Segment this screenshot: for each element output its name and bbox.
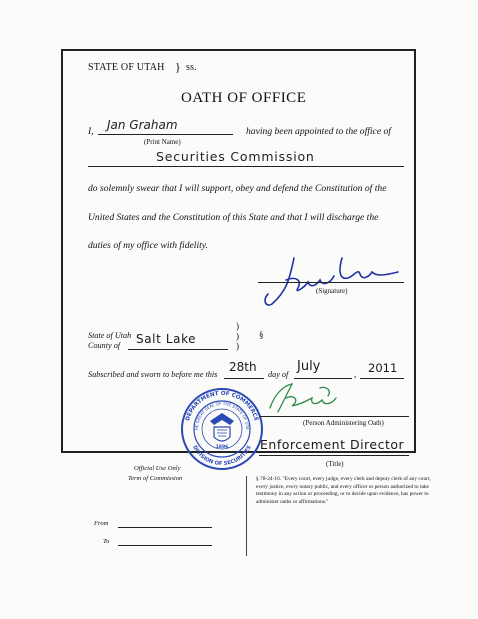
handwritten-county: Salt Lake	[136, 332, 197, 346]
venue-brace-2: )	[236, 331, 239, 341]
year-line	[360, 378, 404, 379]
handwritten-year: 2011	[368, 361, 398, 375]
i-prefix: I,	[88, 126, 94, 137]
from-line	[118, 527, 212, 528]
seal-ring-text: HE GREAT SEAL OF THE STATE OF UTA	[193, 400, 251, 431]
county-label: County of	[88, 341, 121, 350]
page-title: OATH OF OFFICE	[181, 90, 307, 106]
venue-brace-3: )	[236, 341, 239, 351]
state-seal	[180, 387, 264, 471]
to-line	[118, 545, 212, 546]
official-use-label: Official Use Only	[134, 465, 181, 472]
day-of-text: day of	[268, 370, 289, 379]
section-symbol: §	[259, 330, 264, 340]
appointed-text: having been appointed to the office of	[246, 126, 391, 137]
header-brace: }	[175, 60, 181, 74]
handwritten-day: 28th	[229, 360, 257, 374]
oath-line-3: duties of my office with fidelity.	[88, 240, 208, 251]
office-line	[88, 166, 404, 167]
title-line	[259, 455, 409, 456]
seal-year: 1896	[215, 445, 229, 450]
day-line	[224, 378, 264, 379]
seal-top-text: DEPARTMENT OF COMMERCE	[185, 390, 259, 422]
oath-line-1: do solemnly swear that I will support, obey and defend the Constitution of the	[88, 183, 387, 194]
print-name-label: (Print Name)	[144, 138, 181, 146]
handwritten-name: Jan Graham	[107, 118, 178, 132]
administrator-label: (Person Administering Oath)	[303, 419, 384, 427]
footer-divider	[246, 476, 247, 556]
county-line	[128, 349, 228, 350]
title-label: (Title)	[326, 460, 344, 468]
signature-label: (Signature)	[316, 287, 348, 295]
subscribed-text: Subscribed and sworn to before me this	[88, 370, 218, 379]
seal-bottom-text: DIVISION OF SECURITIES	[191, 444, 253, 468]
name-line	[98, 134, 233, 135]
term-label: Term of Commission	[128, 475, 183, 482]
date-comma: ,	[354, 369, 357, 379]
to-label: To	[103, 538, 110, 545]
state-header: STATE OF UTAH	[88, 62, 165, 73]
oath-line-2: United States and the Constitution of this State and that I will discharge the	[88, 212, 379, 223]
handwritten-office: Securities Commission	[156, 149, 315, 164]
administrator-line	[259, 416, 409, 417]
from-label: From	[94, 520, 109, 527]
handwritten-title: Enforcement Director	[260, 437, 405, 452]
state-of-utah-label: State of Utah	[88, 331, 132, 340]
ss-label: ss.	[186, 62, 197, 73]
statute-text: § 78-24-16. "Every court, every judge, every clerk and deputy clerk of any court, every justice, every notary public, and every officer or person authorized to take testimony in any action or proceeding, or to decide upon evidence, has power to administer oaths or affirmations."	[256, 476, 431, 505]
signature-scribble	[258, 250, 408, 312]
venue-brace-1: )	[236, 321, 239, 331]
administrator-signature	[262, 378, 362, 418]
handwritten-month: July	[297, 359, 321, 374]
signature-line	[258, 282, 404, 283]
